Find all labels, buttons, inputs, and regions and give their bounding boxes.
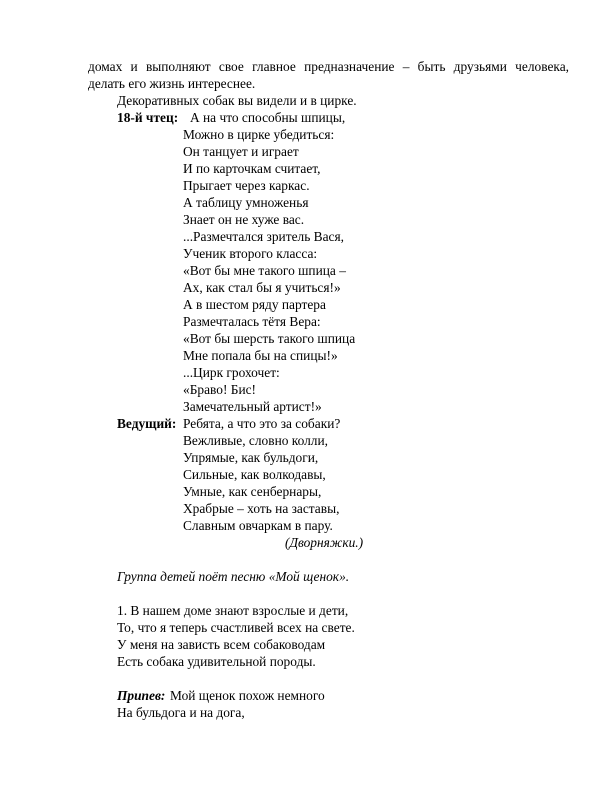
poem-line: Знает он не хуже вас. [183,212,305,227]
reader-18-first-line: А на что способны шпицы, [190,110,346,125]
intro-line-1: домах и выполняют свое главное предназначение – быть друзьями человека, [88,59,569,74]
poem-line: Можно в цирке убедиться: [183,127,335,142]
reader-18-speaker: 18-й чтец: [117,110,179,125]
poem-line: ...Размечтался зритель Вася, [183,229,344,244]
poem-line: «Вот бы шерсть такого шпица [183,331,356,346]
chorus-label: Припев: [117,688,166,703]
poem-line: Он танцует и играет [183,144,299,159]
poem-line: Упрямые, как бульдоги, [183,450,319,465]
poem-line: Храбрые – хоть на заставы, [183,501,340,516]
poem-line: Прыгает через каркас. [183,178,310,193]
poem-line: «Браво! Бис! [183,382,257,397]
poem-line: Вежливые, словно колли, [183,433,329,448]
host-first-line: Ребята, а что это за собаки? [183,416,341,431]
poem-line: ...Цирк грохочет: [183,365,280,380]
intro-line-3: Декоративных собак вы видели и в цирке. [117,93,357,108]
intro-line-2: делать его жизнь интереснее. [88,76,256,91]
poem-line: Сильные, как волкодавы, [183,467,326,482]
stage-direction: Группа детей поёт песню «Мой щенок». [117,569,350,584]
poem-line: А таблицу умноженья [183,195,309,210]
poem-line: И по карточкам считает, [183,161,321,176]
chorus-first-line: Мой щенок похож немного [170,688,325,703]
poem-line: Ученик второго класса: [183,246,318,261]
poem-line: А в шестом ряду партера [183,297,326,312]
song-line: На бульдога и на дога, [117,705,245,720]
poem-line: Замечательный артист!» [183,399,322,414]
poem-line: «Вот бы мне такого шпица – [183,263,346,278]
song-line: Есть собака удивительной породы. [117,654,316,669]
poem-line: Размечталась тётя Вера: [183,314,321,329]
poem-line: Славным овчаркам в пару. [183,518,333,533]
host-speaker: Ведущий: [117,416,177,431]
riddle-answer: (Дворняжки.) [285,535,364,550]
song-line: То, что я теперь счастливей всех на свете. [117,620,355,635]
poem-line: Мне попала бы на спицы!» [183,348,338,363]
poem-line: Ах, как стал бы я учиться!» [183,280,341,295]
poem-line: Умные, как сенбернары, [183,484,322,499]
song-line: У меня на зависть всем собаководам [117,637,326,652]
song-line: 1. В нашем доме знают взрослые и дети, [117,603,349,618]
